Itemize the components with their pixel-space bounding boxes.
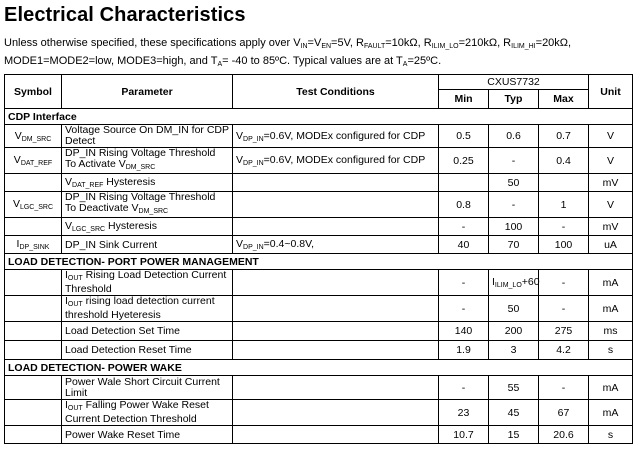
header-test-conditions: Test Conditions <box>233 75 439 109</box>
header-part-number: CXUS7732 <box>439 75 589 90</box>
header-min: Min <box>439 90 489 109</box>
electrical-characteristics-table <box>4 74 633 444</box>
section-load-detection-power-wake: LOAD DETECTION- POWER WAKE <box>5 360 633 376</box>
table-row: $I_{DP\_SINK}$ DP_IN Sink Current $V_{DP\_IN}=0.4\sim 0.8V$, 40 70 100 uA <box>5 236 633 254</box>
table-row: $V_{DAT\_REF}$ Hysteresis 50 mV <box>5 174 633 192</box>
table-row: $V_{LGC\_SRC}$ Hysteresis - 100 - mV <box>5 218 633 236</box>
table-row: Load Detection Reset Time 1.9 3 4.2 s <box>5 341 633 360</box>
table-row: $I_{OUT}$ Falling Power Wake Reset Current Detection Threshold 23 45 67 mA <box>5 400 633 426</box>
table-row: $I_{OUT}$ rising load detection current threshold Hyeteresis - 50 - mA <box>5 296 633 322</box>
table-row: $V_{DM\_SRC}$ Voltage Source On DM_IN for CDP Detect $V_{DP\_IN}=0.6V$, MODEx configured for CDP 0.5 0.6 0.7 V <box>5 125 633 148</box>
table-row: Load Detection Set Time 140 200 275 ms <box>5 322 633 341</box>
table-row: $V_{LGC\_SRC}$ DP_IN Rising Voltage Threshold To Deactivate $V_{DM\_SRC}$ 0.8 - 1 V <box>5 192 633 218</box>
section-load-detection-port-power: LOAD DETECTION- PORT POWER MANAGEMENT <box>5 254 633 270</box>
table-row: $V_{DAT\_REF}$ DP_IN Rising Voltage Threshold To Activate $V_{DM\_SRC}$ $V_{DP\_IN}=0.6V$, MODEx configured for CDP 0.25 - 0.4 V <box>5 148 633 174</box>
section-cdp-interface: CDP Interface <box>5 109 633 125</box>
intro-paragraph: Unless otherwise specified, these specifications apply over $V_{IN}=V_{EN}=5V$, $R_{FAULT}=10k\Omega$, $R_{ILIM\_LO}=210k\Omega$, $R_{ILIM\_HI}=20k\Omega$, MODE1=MODE2=low, MODE3=high, and $T_A= -40$ to 85ºC. Typical values are at $T_A=25ºC$. <box>4 37 572 68</box>
table-row: $I_{OUT}$ Rising Load Detection Current Threshold - $I_{ILIM\_LO}+60$ - mA <box>5 270 633 296</box>
table-row: Power Wake Reset Time 10.7 15 20.6 s <box>5 426 633 444</box>
page-title: Electrical Characteristics <box>4 4 246 26</box>
header-symbol: Symbol <box>5 75 62 109</box>
header-typ: Typ <box>489 90 539 109</box>
header-max: Max <box>539 90 589 109</box>
table-row: Power Wale Short Circuit Current Limit - 55 - mA <box>5 376 633 400</box>
header-unit: Unit <box>589 75 633 109</box>
header-parameter: Parameter <box>62 75 233 109</box>
